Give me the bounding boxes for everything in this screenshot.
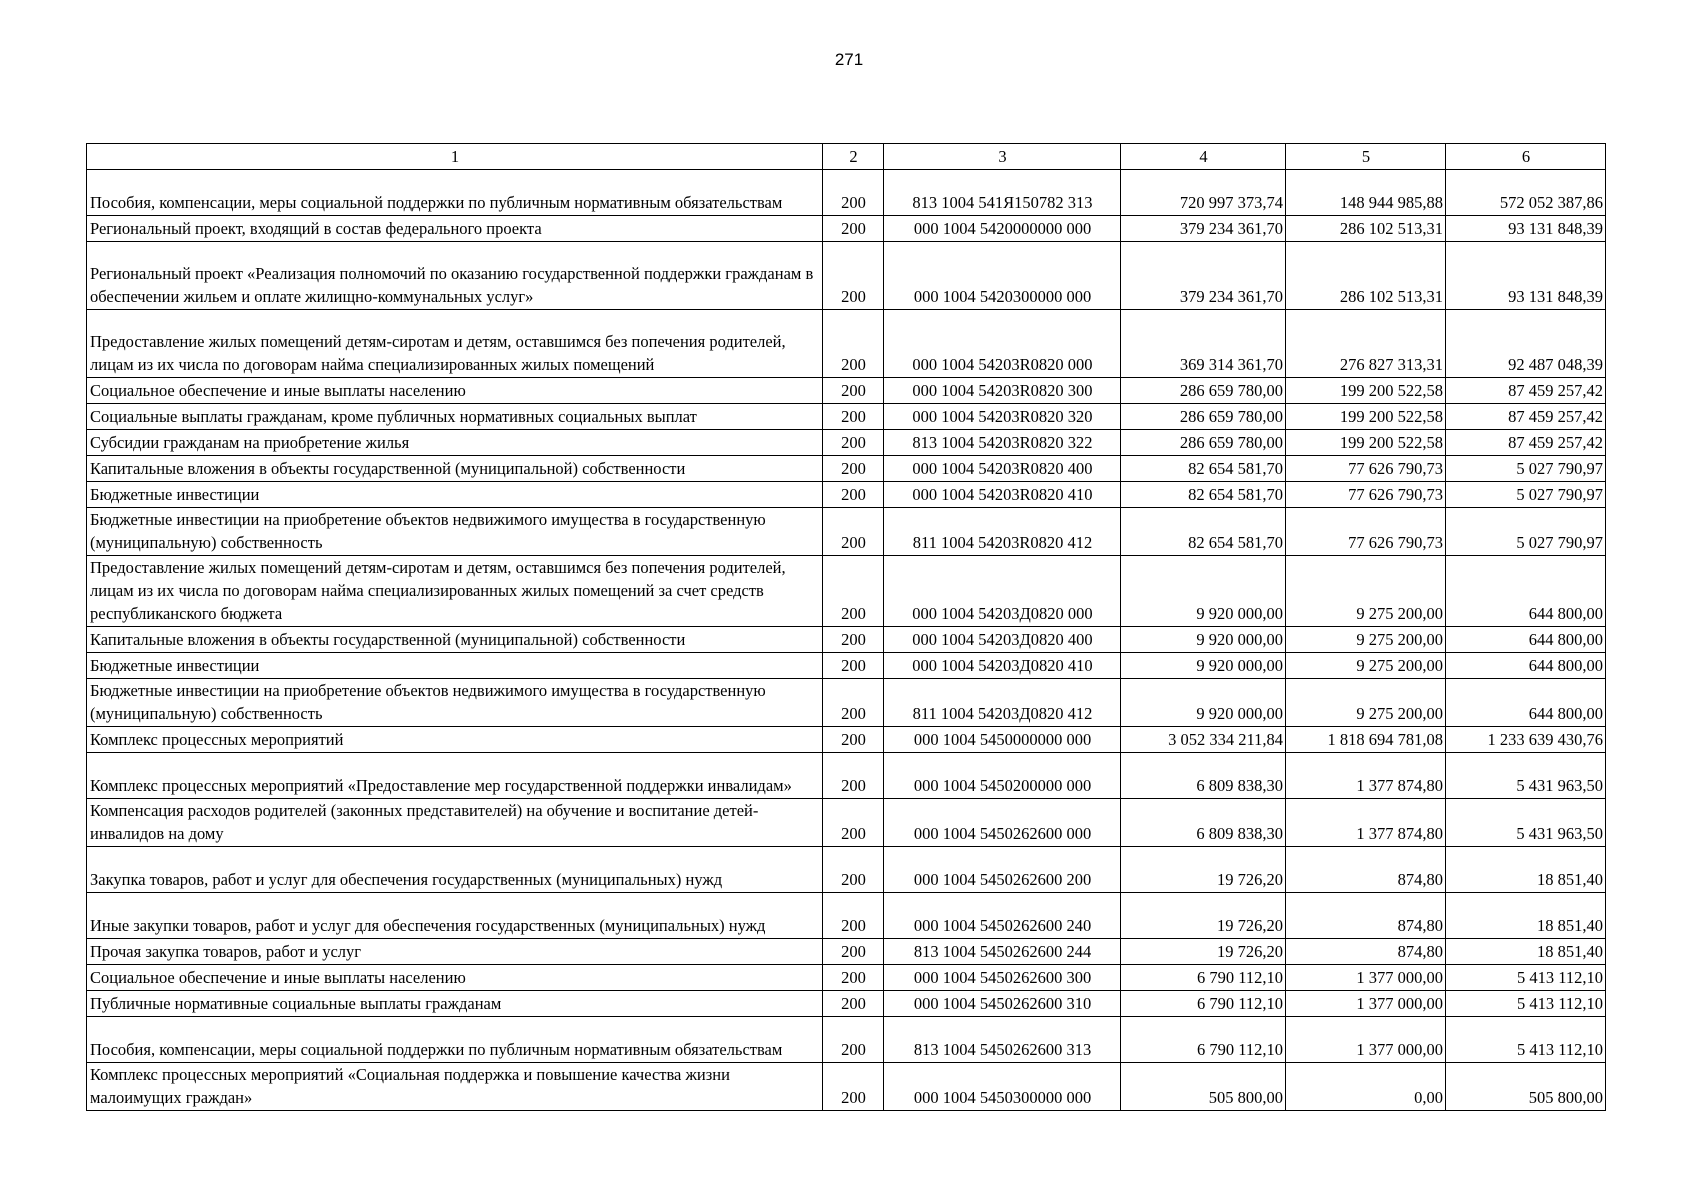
table-row: [87, 508, 1606, 556]
row-name: Социальное обеспечение и иные выплаты населению: [87, 378, 823, 404]
row-value-col4: 286 659 780,00: [1121, 378, 1286, 404]
row-value-col4: 9 920 000,00: [1121, 679, 1286, 727]
row-name: Комплекс процессных мероприятий: [87, 727, 823, 753]
row-value-col6: 93 131 848,39: [1446, 216, 1606, 242]
row-value-col4: 379 234 361,70: [1121, 216, 1286, 242]
row-line-code: 200: [823, 653, 884, 679]
row-name: Предоставление жилых помещений детям-сиротам и детям, оставшимся без попечения родителей, лицам из их числа по договорам найма специализированных жилых помещений: [87, 310, 823, 378]
row-name: Закупка товаров, работ и услуг для обеспечения государственных (муниципальных) нужд: [87, 847, 823, 893]
row-value-col4: 82 654 581,70: [1121, 508, 1286, 556]
row-budget-code: 000 1004 5420300000 000: [884, 242, 1121, 310]
row-value-col5: 0,00: [1286, 1063, 1446, 1111]
row-value-col4: 286 659 780,00: [1121, 404, 1286, 430]
row-budget-code: 000 1004 5450262600 200: [884, 847, 1121, 893]
row-line-code: 200: [823, 799, 884, 847]
row-value-col6: 5 027 790,97: [1446, 456, 1606, 482]
row-name: Капитальные вложения в объекты государственной (муниципальной) собственности: [87, 627, 823, 653]
table-row: [87, 482, 1606, 508]
row-name: Бюджетные инвестиции на приобретение объектов недвижимого имущества в государственную (муниципальную) собственность: [87, 508, 823, 556]
row-value-col5: 1 377 000,00: [1286, 1017, 1446, 1063]
row-budget-code: 000 1004 54203R0820 300: [884, 378, 1121, 404]
row-line-code: 200: [823, 965, 884, 991]
row-value-col4: 379 234 361,70: [1121, 242, 1286, 310]
row-budget-code: 000 1004 54203R0820 000: [884, 310, 1121, 378]
budget-table: [86, 143, 1606, 1111]
column-header: 6: [1446, 144, 1606, 170]
row-value-col6: 572 052 387,86: [1446, 170, 1606, 216]
table-row: [87, 1017, 1606, 1063]
row-value-col5: 199 200 522,58: [1286, 430, 1446, 456]
table-row: [87, 170, 1606, 216]
row-value-col5: 9 275 200,00: [1286, 556, 1446, 627]
row-value-col6: 505 800,00: [1446, 1063, 1606, 1111]
column-header: 5: [1286, 144, 1446, 170]
row-budget-code: 811 1004 54203R0820 412: [884, 508, 1121, 556]
row-name: Региональный проект «Реализация полномочий по оказанию государственной поддержки гражданам в обеспечении жильем и оплате жилищно-коммунальных услуг»: [87, 242, 823, 310]
row-value-col4: 9 920 000,00: [1121, 556, 1286, 627]
row-value-col5: 286 102 513,31: [1286, 216, 1446, 242]
row-line-code: 200: [823, 404, 884, 430]
column-number-row: [87, 144, 1606, 170]
row-value-col5: 9 275 200,00: [1286, 653, 1446, 679]
row-value-col5: 1 377 000,00: [1286, 991, 1446, 1017]
table-row: [87, 627, 1606, 653]
row-line-code: 200: [823, 556, 884, 627]
row-line-code: 200: [823, 170, 884, 216]
table-row: [87, 378, 1606, 404]
row-value-col4: 6 809 838,30: [1121, 799, 1286, 847]
row-line-code: 200: [823, 310, 884, 378]
row-budget-code: 813 1004 541Я150782 313: [884, 170, 1121, 216]
table-row: [87, 727, 1606, 753]
row-budget-code: 811 1004 54203Д0820 412: [884, 679, 1121, 727]
table-row: [87, 556, 1606, 627]
row-budget-code: 000 1004 5450262600 300: [884, 965, 1121, 991]
row-value-col4: 6 809 838,30: [1121, 753, 1286, 799]
row-value-col4: 6 790 112,10: [1121, 991, 1286, 1017]
row-value-col6: 5 431 963,50: [1446, 799, 1606, 847]
row-value-col6: 5 027 790,97: [1446, 508, 1606, 556]
row-value-col5: 199 200 522,58: [1286, 404, 1446, 430]
row-line-code: 200: [823, 242, 884, 310]
table-row: [87, 679, 1606, 727]
row-value-col6: 644 800,00: [1446, 679, 1606, 727]
row-name: Предоставление жилых помещений детям-сиротам и детям, оставшимся без попечения родителей, лицам из их числа по договорам найма специализированных жилых помещений за счет средств республиканского бюджета: [87, 556, 823, 627]
row-name: Бюджетные инвестиции: [87, 653, 823, 679]
row-name: Субсидии гражданам на приобретение жилья: [87, 430, 823, 456]
row-value-col6: 5 431 963,50: [1446, 753, 1606, 799]
table-row: [87, 310, 1606, 378]
row-line-code: 200: [823, 1017, 884, 1063]
row-budget-code: 000 1004 5450000000 000: [884, 727, 1121, 753]
row-value-col4: 3 052 334 211,84: [1121, 727, 1286, 753]
row-value-col6: 1 233 639 430,76: [1446, 727, 1606, 753]
row-value-col6: 87 459 257,42: [1446, 378, 1606, 404]
row-value-col5: 286 102 513,31: [1286, 242, 1446, 310]
table-row: [87, 799, 1606, 847]
table-row: [87, 430, 1606, 456]
row-value-col6: 5 413 112,10: [1446, 1017, 1606, 1063]
row-name: Бюджетные инвестиции на приобретение объектов недвижимого имущества в государственную (муниципальную) собственность: [87, 679, 823, 727]
row-budget-code: 000 1004 54203R0820 410: [884, 482, 1121, 508]
row-line-code: 200: [823, 847, 884, 893]
table-row: [87, 893, 1606, 939]
row-name: Публичные нормативные социальные выплаты гражданам: [87, 991, 823, 1017]
row-budget-code: 000 1004 5420000000 000: [884, 216, 1121, 242]
row-budget-code: 000 1004 54203Д0820 400: [884, 627, 1121, 653]
row-line-code: 200: [823, 216, 884, 242]
row-value-col6: 5 413 112,10: [1446, 965, 1606, 991]
row-name: Социальное обеспечение и иные выплаты населению: [87, 965, 823, 991]
row-budget-code: 000 1004 5450200000 000: [884, 753, 1121, 799]
row-value-col5: 148 944 985,88: [1286, 170, 1446, 216]
table-row: [87, 991, 1606, 1017]
row-name: Бюджетные инвестиции: [87, 482, 823, 508]
row-value-col4: 9 920 000,00: [1121, 653, 1286, 679]
row-value-col4: 286 659 780,00: [1121, 430, 1286, 456]
row-line-code: 200: [823, 378, 884, 404]
row-value-col5: 874,80: [1286, 847, 1446, 893]
row-value-col6: 5 413 112,10: [1446, 991, 1606, 1017]
table-row: [87, 847, 1606, 893]
row-name: Капитальные вложения в объекты государственной (муниципальной) собственности: [87, 456, 823, 482]
row-value-col5: 77 626 790,73: [1286, 482, 1446, 508]
row-value-col5: 276 827 313,31: [1286, 310, 1446, 378]
row-value-col5: 9 275 200,00: [1286, 679, 1446, 727]
row-budget-code: 000 1004 54203R0820 400: [884, 456, 1121, 482]
row-value-col4: 82 654 581,70: [1121, 456, 1286, 482]
row-budget-code: 000 1004 5450262600 240: [884, 893, 1121, 939]
row-name: Пособия, компенсации, меры социальной поддержки по публичным нормативным обязательствам: [87, 170, 823, 216]
table-row: [87, 753, 1606, 799]
row-line-code: 200: [823, 753, 884, 799]
row-line-code: 200: [823, 1063, 884, 1111]
row-value-col5: 77 626 790,73: [1286, 508, 1446, 556]
table-row: [87, 242, 1606, 310]
row-budget-code: 000 1004 5450300000 000: [884, 1063, 1121, 1111]
row-line-code: 200: [823, 991, 884, 1017]
column-header: 4: [1121, 144, 1286, 170]
row-budget-code: 000 1004 54203Д0820 000: [884, 556, 1121, 627]
row-line-code: 200: [823, 456, 884, 482]
row-line-code: 200: [823, 679, 884, 727]
row-name: Социальные выплаты гражданам, кроме публичных нормативных социальных выплат: [87, 404, 823, 430]
row-value-col6: 93 131 848,39: [1446, 242, 1606, 310]
row-budget-code: 000 1004 54203Д0820 410: [884, 653, 1121, 679]
row-name: Региональный проект, входящий в состав федерального проекта: [87, 216, 823, 242]
row-name: Комплекс процессных мероприятий «Социальная поддержка и повышение качества жизни малоимущих граждан»: [87, 1063, 823, 1111]
column-header: 1: [87, 144, 823, 170]
row-name: Иные закупки товаров, работ и услуг для обеспечения государственных (муниципальных) нужд: [87, 893, 823, 939]
row-line-code: 200: [823, 893, 884, 939]
row-budget-code: 000 1004 5450262600 000: [884, 799, 1121, 847]
row-name: Комплекс процессных мероприятий «Предоставление мер государственной поддержки инвалидам»: [87, 753, 823, 799]
row-value-col6: 644 800,00: [1446, 653, 1606, 679]
row-name: Прочая закупка товаров, работ и услуг: [87, 939, 823, 965]
row-value-col5: 1 377 874,80: [1286, 753, 1446, 799]
column-header: 2: [823, 144, 884, 170]
table-row: [87, 1063, 1606, 1111]
row-value-col5: 9 275 200,00: [1286, 627, 1446, 653]
table-row: [87, 216, 1606, 242]
row-value-col5: 1 377 874,80: [1286, 799, 1446, 847]
row-value-col6: 644 800,00: [1446, 556, 1606, 627]
row-value-col4: 19 726,20: [1121, 847, 1286, 893]
row-value-col4: 6 790 112,10: [1121, 965, 1286, 991]
row-value-col4: 720 997 373,74: [1121, 170, 1286, 216]
row-value-col6: 18 851,40: [1446, 893, 1606, 939]
column-header: 3: [884, 144, 1121, 170]
row-value-col6: 5 027 790,97: [1446, 482, 1606, 508]
row-value-col4: 19 726,20: [1121, 939, 1286, 965]
row-value-col5: 874,80: [1286, 939, 1446, 965]
row-name: Компенсация расходов родителей (законных представителей) на обучение и воспитание детей-инвалидов на дому: [87, 799, 823, 847]
row-budget-code: 000 1004 5450262600 310: [884, 991, 1121, 1017]
row-line-code: 200: [823, 482, 884, 508]
row-value-col4: 6 790 112,10: [1121, 1017, 1286, 1063]
row-value-col5: 1 377 000,00: [1286, 965, 1446, 991]
row-value-col5: 199 200 522,58: [1286, 378, 1446, 404]
row-value-col4: 82 654 581,70: [1121, 482, 1286, 508]
row-value-col6: 92 487 048,39: [1446, 310, 1606, 378]
row-value-col5: 874,80: [1286, 893, 1446, 939]
row-value-col6: 87 459 257,42: [1446, 404, 1606, 430]
row-value-col6: 18 851,40: [1446, 847, 1606, 893]
table-row: [87, 653, 1606, 679]
row-line-code: 200: [823, 627, 884, 653]
row-value-col4: 9 920 000,00: [1121, 627, 1286, 653]
row-budget-code: 813 1004 5450262600 313: [884, 1017, 1121, 1063]
row-value-col4: 19 726,20: [1121, 893, 1286, 939]
row-value-col5: 77 626 790,73: [1286, 456, 1446, 482]
table-row: [87, 939, 1606, 965]
row-value-col6: 18 851,40: [1446, 939, 1606, 965]
row-line-code: 200: [823, 508, 884, 556]
table-row: [87, 965, 1606, 991]
row-budget-code: 813 1004 54203R0820 322: [884, 430, 1121, 456]
table-row: [87, 456, 1606, 482]
row-value-col4: 369 314 361,70: [1121, 310, 1286, 378]
table-row: [87, 404, 1606, 430]
row-line-code: 200: [823, 430, 884, 456]
row-value-col6: 87 459 257,42: [1446, 430, 1606, 456]
row-line-code: 200: [823, 939, 884, 965]
row-value-col5: 1 818 694 781,08: [1286, 727, 1446, 753]
row-name: Пособия, компенсации, меры социальной поддержки по публичным нормативным обязательствам: [87, 1017, 823, 1063]
row-value-col4: 505 800,00: [1121, 1063, 1286, 1111]
row-budget-code: 000 1004 54203R0820 320: [884, 404, 1121, 430]
page-number: 271: [834, 50, 864, 69]
row-line-code: 200: [823, 727, 884, 753]
row-value-col6: 644 800,00: [1446, 627, 1606, 653]
row-budget-code: 813 1004 5450262600 244: [884, 939, 1121, 965]
